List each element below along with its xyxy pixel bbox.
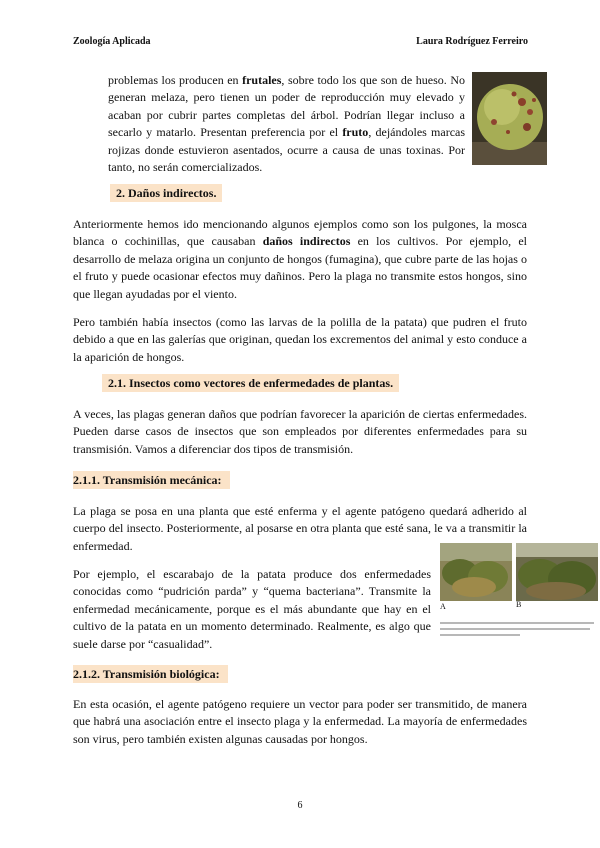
intro-paragraph — [108, 72, 465, 176]
section211-paragraph-1: La plaga se posa en una planta que esté enferma y el agente patógeno quedará adherido al cuerpo del insecto. Posteriormente, al posarse en otra planta que esté sana, le va a transmitir la enfermedad. — [73, 504, 527, 553]
text-run: Anteriormente hemos ido mencionando algunos ejemplos como son los pulgones, la mosca blanca o cochinillas, que causaban — [73, 217, 527, 249]
text-run: , sobre todo los que son de hueso. No generan melaza, pero tienen un poder de reproducción muy elevado y acaban por cubrir partes completas del árbol. Podrían llegar incluso a secarlo y matarlo. Presentan preferencia por el — [108, 73, 465, 140]
damaged-fruit-photo — [472, 72, 547, 165]
caption-line — [440, 622, 594, 624]
section-heading-2-1-2: 2.1.2. Transmisión biológica: — [73, 665, 228, 683]
text-run: en los cultivos. Por ejemplo, el desarrollo de melaza origina un conjunto de hongos (fumagina), que cubre parte de las hojas o el fruto y puede ocasionar efectos muy dañinos. Pero la plaga no transmite estos hongos, sino que llegan ayudadas por el viento. — [73, 234, 527, 301]
potato-plants-figure — [440, 543, 598, 601]
figure-label-a: A — [440, 602, 446, 611]
header-course-title: Zoología Aplicada — [73, 36, 151, 47]
section2-paragraph-2: Pero también había insectos (como las larvas de la polilla de la patata) que pudren el fruto debido a que en las galerías que originan, quedan los excrementos del animal y esto conduce a la aparición de hongos. — [73, 315, 527, 364]
page-number: 6 — [297, 800, 303, 811]
section-heading-2-1-1: 2.1.1. Transmisión mecánica: — [73, 471, 230, 489]
bold-term: frutales — [242, 73, 282, 87]
section212-paragraph: En esta ocasión, el agente patógeno requiere un vector para poder ser transmitido, de manera que habrá una asociación entre el insecto plaga y la enfermedad. La mayoría de enfermedades son virus, pero también existen algunas causadas por hongos. — [73, 697, 527, 746]
text-run: , dejándoles marcas rojizas donde estuvieron asentados, ocurre a causa de unas toxinas. Por tanto, no serán comercializados. — [108, 125, 466, 175]
caption-line — [440, 628, 590, 630]
bold-term: fruto — [342, 125, 369, 140]
section211-paragraph-2: Por ejemplo, el escarabajo de la patata produce dos enfermedades conocidas como “pudrición parda” y “quema bacteriana”. Transmite la enfermedad mecánicamente, porque es el más abundante que hay en el cultivo de la patata en un momento determinado. Realmente, es algo que suele darse por “casualidad”. — [73, 567, 431, 651]
section-heading-2-1: 2.1. Insectos como vectores de enfermedades de plantas. — [102, 374, 399, 392]
section-heading-2: 2. Daños indirectos. — [110, 184, 222, 202]
section2-paragraph-1 — [73, 216, 527, 303]
figure-caption — [440, 622, 596, 636]
fruit-illustration — [472, 72, 547, 165]
potato-plants-illustration — [440, 543, 598, 601]
header-author: Laura Rodríguez Ferreiro — [416, 36, 528, 47]
text-run: problemas los producen en — [108, 73, 243, 87]
caption-line — [440, 634, 520, 636]
section21-paragraph: A veces, las plagas generan daños que podrían favorecer la aparición de ciertas enfermedades. Pueden darse casos de insectos que son empleados por diferentes enfermedades para su transmisión. Vamos a diferenciar dos tipos de transmisión. — [73, 407, 527, 456]
bold-term: daños indirectos — [262, 234, 351, 249]
figure-label-b: B — [516, 600, 522, 609]
